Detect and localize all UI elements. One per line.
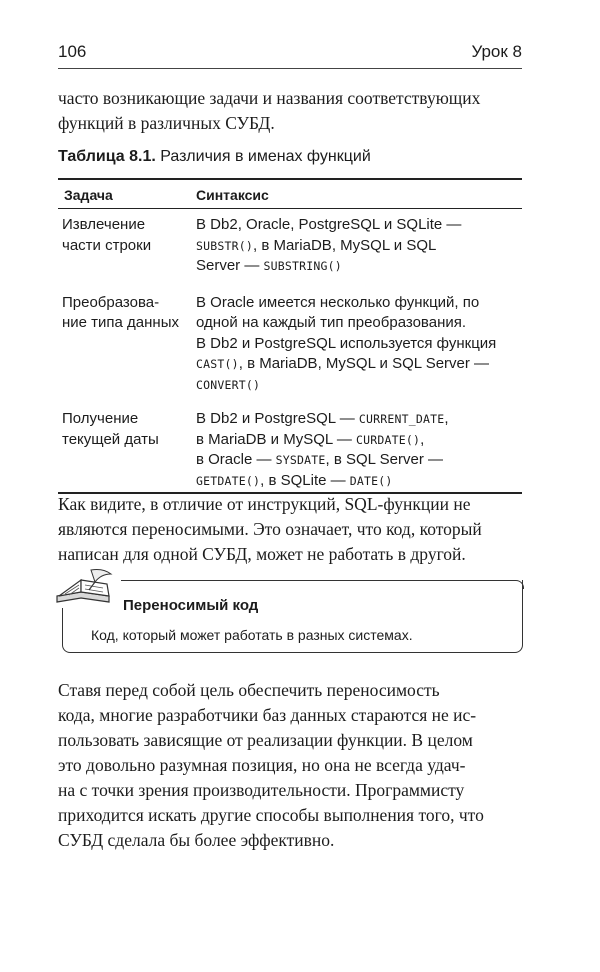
task-cell	[62, 409, 190, 450]
definition-title: Переносимый код	[123, 597, 259, 614]
syntax-line	[196, 375, 522, 396]
text-line: функций в различных СУБД.	[58, 113, 275, 133]
syntax-line	[196, 409, 522, 430]
syntax-cell	[196, 215, 522, 277]
syntax-line	[196, 236, 522, 257]
task-line: Извлечение	[62, 216, 146, 233]
definition-text: Код, который может работать в разных системах.	[91, 627, 413, 643]
code-fragment: SUBSTRING()	[263, 259, 342, 273]
running-header	[58, 38, 522, 69]
syntax-text: В Oracle имеется несколько функций, по	[196, 293, 480, 311]
syntax-line	[196, 354, 522, 375]
syntax-text: Server —	[196, 257, 264, 274]
table-row	[58, 289, 522, 406]
text-line: Как видите, в отличие от инструкций, SQL-функции не	[58, 494, 471, 514]
book-quill-icon	[51, 566, 117, 608]
function-names-table	[58, 178, 522, 501]
task-line: ние типа данных	[62, 314, 179, 331]
text-line: приходится искать другие способы выполнения того, что	[58, 805, 484, 825]
table-caption-number: Таблица 8.1.	[58, 148, 156, 165]
text-line: написан для одной СУБД, может не работать в другой.	[58, 544, 466, 564]
syntax-cell	[196, 409, 522, 491]
definition-box	[62, 580, 523, 653]
syntax-line	[196, 450, 522, 471]
syntax-cell	[196, 293, 522, 396]
table-caption	[58, 148, 371, 166]
syntax-text: , в MariaDB, MySQL и SQL	[253, 236, 437, 254]
syntax-line	[196, 334, 522, 355]
code-fragment: SYSDATE	[275, 453, 326, 467]
task-line: части строки	[62, 236, 152, 254]
task-line: Преобразова-	[62, 293, 160, 311]
portability-paragraph	[58, 492, 522, 567]
closing-paragraph	[58, 678, 522, 853]
table-row	[58, 405, 522, 501]
chapter-title: Урок 8	[471, 42, 522, 61]
syntax-line	[196, 256, 522, 277]
code-fragment: SUBSTR()	[196, 238, 253, 253]
task-line: текущей даты	[62, 430, 159, 448]
page-number: 106	[58, 42, 87, 61]
syntax-text: в Oracle —	[196, 451, 276, 468]
code-fragment: CURDATE()	[355, 432, 421, 447]
task-cell	[62, 215, 190, 256]
text-line: являются переносимыми. Это означает, что код, который	[58, 519, 482, 539]
text-line: СУБД сделала бы более эффективно.	[58, 830, 335, 850]
syntax-text: , в SQL Server —	[325, 451, 443, 468]
code-fragment: DATE()	[349, 473, 393, 488]
syntax-text: , в SQLite —	[260, 471, 350, 489]
text-line: пользовать зависящие от реализации функции. В целом	[58, 730, 473, 750]
code-fragment: CAST()	[196, 357, 239, 371]
text-line: на с точки зрения производительности. Программисту	[58, 780, 465, 800]
task-cell	[62, 293, 190, 334]
syntax-text: В Db2, Oracle, PostgreSQL и SQLite —	[196, 216, 462, 233]
syntax-text: ,	[444, 410, 449, 427]
intro-paragraph	[58, 86, 522, 136]
syntax-text: В Db2 и PostgreSQL используется функция	[196, 334, 497, 352]
text-line: это довольно разумная позиция, но она не всегда удач-	[58, 755, 466, 775]
text-line: часто возникающие задачи и названия соответствующих	[58, 88, 481, 108]
syntax-text: ,	[420, 430, 425, 448]
syntax-line	[196, 430, 522, 451]
syntax-line	[196, 293, 522, 314]
code-fragment: GETDATE()	[196, 473, 261, 488]
table-caption-text: Различия в именах функций	[155, 148, 371, 165]
code-fragment: CURRENT_DATE	[358, 412, 445, 426]
syntax-line	[196, 313, 522, 334]
syntax-text: В Db2 и PostgreSQL —	[196, 410, 359, 427]
syntax-text: в MariaDB и MySQL —	[196, 430, 356, 448]
table-header-row	[58, 180, 522, 209]
table-row	[58, 209, 522, 289]
text-line: кода, многие разработчики баз данных стараются не ис-	[58, 705, 477, 725]
syntax-text: одной на каждый тип преобразования.	[196, 314, 467, 331]
header-syntax: Синтаксис	[196, 187, 269, 203]
syntax-line	[196, 471, 522, 492]
header-task: Задача	[64, 187, 113, 203]
syntax-line	[196, 215, 522, 236]
task-line: Получение	[62, 410, 139, 427]
code-fragment: CONVERT()	[196, 377, 261, 392]
syntax-text: , в MariaDB, MySQL и SQL Server —	[238, 355, 490, 372]
text-line: Ставя перед собой цель обеспечить переносимость	[58, 680, 440, 700]
